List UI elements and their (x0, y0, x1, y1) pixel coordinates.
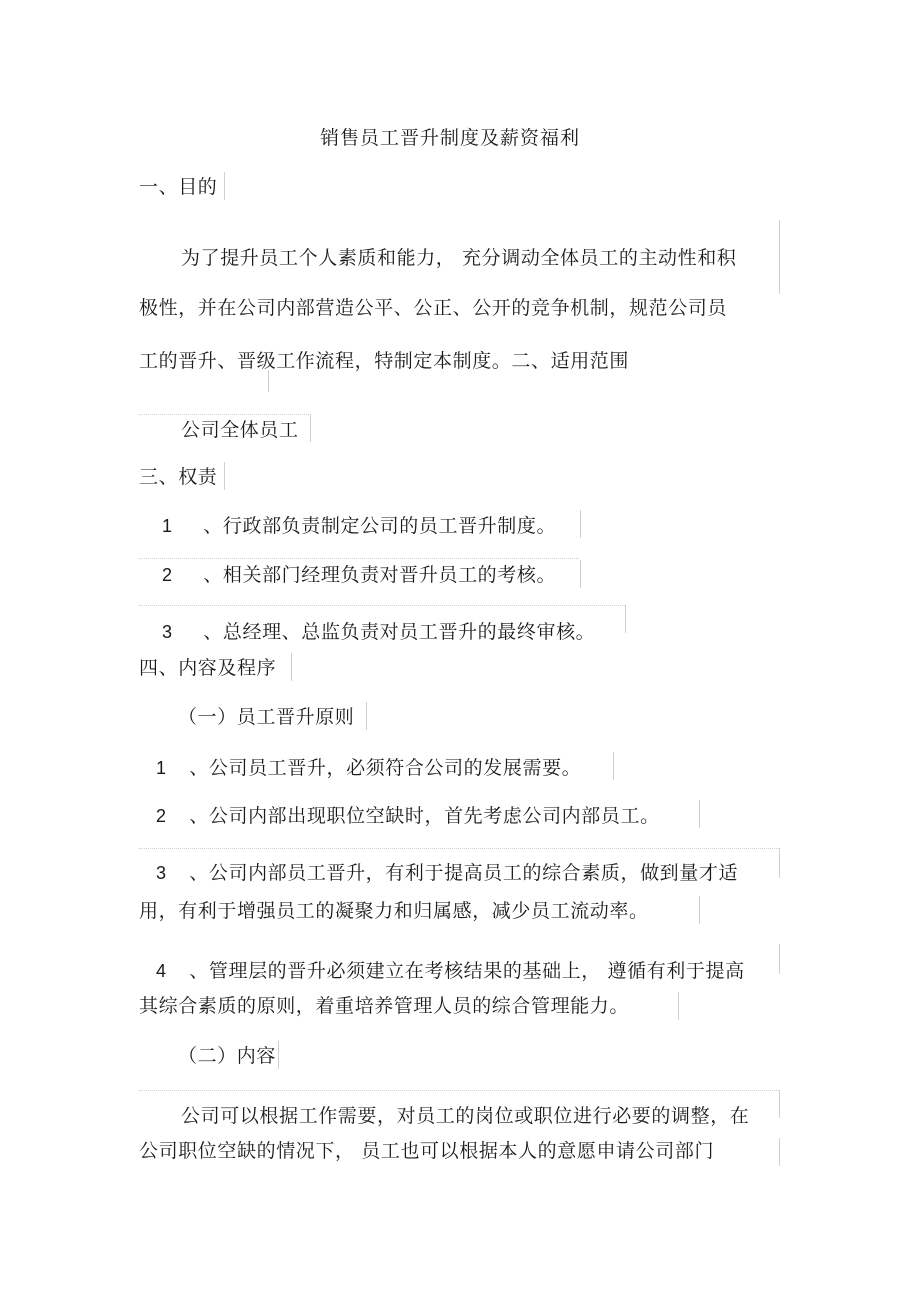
responsibility-item (162, 515, 556, 537)
responsibility-item (162, 621, 595, 643)
document-title: 销售员工晋升制度及薪资福利 (320, 127, 581, 149)
item-number: 1 (162, 516, 173, 536)
field-border (580, 560, 581, 588)
field-border (699, 800, 700, 828)
item-number: 1 (156, 758, 167, 778)
section-heading-purpose: 一、目的 (139, 176, 218, 198)
field-border (139, 1090, 779, 1091)
item-text: 、公司员工晋升，必须符合公司的发展需要。 (189, 757, 582, 779)
field-border (278, 1041, 279, 1069)
item-text: 、行政部负责制定公司的员工晋升制度。 (203, 515, 557, 537)
field-border (678, 992, 679, 1020)
field-border (139, 605, 625, 606)
section-heading-responsibilities: 三、权责 (139, 466, 218, 488)
field-border (779, 1090, 780, 1118)
subheading-principles: （一）员工晋升原则 (178, 706, 355, 728)
field-border (779, 848, 780, 878)
section-heading-procedure: 四、内容及程序 (139, 657, 277, 679)
item-number: 3 (156, 863, 167, 883)
item-text: 、相关部门经理负责对晋升员工的考核。 (203, 564, 557, 586)
item-number: 4 (156, 961, 167, 981)
field-border (699, 896, 700, 924)
item-text: 、公司内部出现职位空缺时，首先考虑公司内部员工。 (189, 805, 660, 827)
item-number: 2 (162, 565, 173, 585)
principle-item (156, 862, 738, 884)
field-border (291, 653, 292, 681)
purpose-line-3: 工的晋升、晋级工作流程，特制定本制度。二、适用范围 (139, 350, 630, 372)
field-border (139, 558, 579, 559)
content-line-1: 公司可以根据工作需要，对员工的岗位或职位进行必要的调整，在 (181, 1105, 750, 1127)
item-number: 2 (156, 806, 167, 826)
item-text: 、总经理、总监负责对员工晋升的最终审核。 (203, 621, 596, 643)
field-border (779, 944, 780, 974)
field-border (139, 848, 779, 849)
item-text: 、管理层的晋升必须建立在考核结果的基础上， 遵循有利于提高 (189, 960, 745, 982)
field-border (224, 462, 225, 490)
field-border (139, 414, 309, 415)
field-border (580, 510, 581, 538)
subheading-content: （二）内容 (178, 1045, 277, 1067)
field-border (625, 605, 626, 633)
item-number: 3 (162, 622, 173, 642)
field-border (224, 172, 225, 200)
purpose-line-2: 极性，并在公司内部营造公平、公正、公开的竞争机制，规范公司员 (139, 297, 728, 319)
item-text: 、公司内部员工晋升，有利于提高员工的综合素质，做到量才适 (189, 862, 739, 884)
principle-item (156, 960, 745, 982)
responsibility-item (162, 564, 556, 586)
field-border (366, 702, 367, 730)
content-line-2: 公司职位空缺的情况下， 员工也可以根据本人的意愿申请公司部门 (139, 1140, 715, 1162)
field-border (613, 752, 614, 780)
principle-item (156, 805, 660, 827)
principle-continuation: 用，有利于增强员工的凝聚力和归属感，减少员工流动率。 (139, 900, 649, 922)
principle-continuation: 其综合素质的原则，着重培养管理人员的综合管理能力。 (139, 995, 630, 1017)
field-border (779, 220, 780, 294)
scope-text: 公司全体员工 (181, 419, 299, 441)
purpose-line-1: 为了提升员工个人素质和能力， 充分调动全体员工的主动性和积 (181, 247, 737, 269)
field-border (779, 1138, 780, 1166)
field-border (268, 370, 269, 392)
principle-item (156, 757, 581, 779)
field-border (310, 414, 311, 442)
